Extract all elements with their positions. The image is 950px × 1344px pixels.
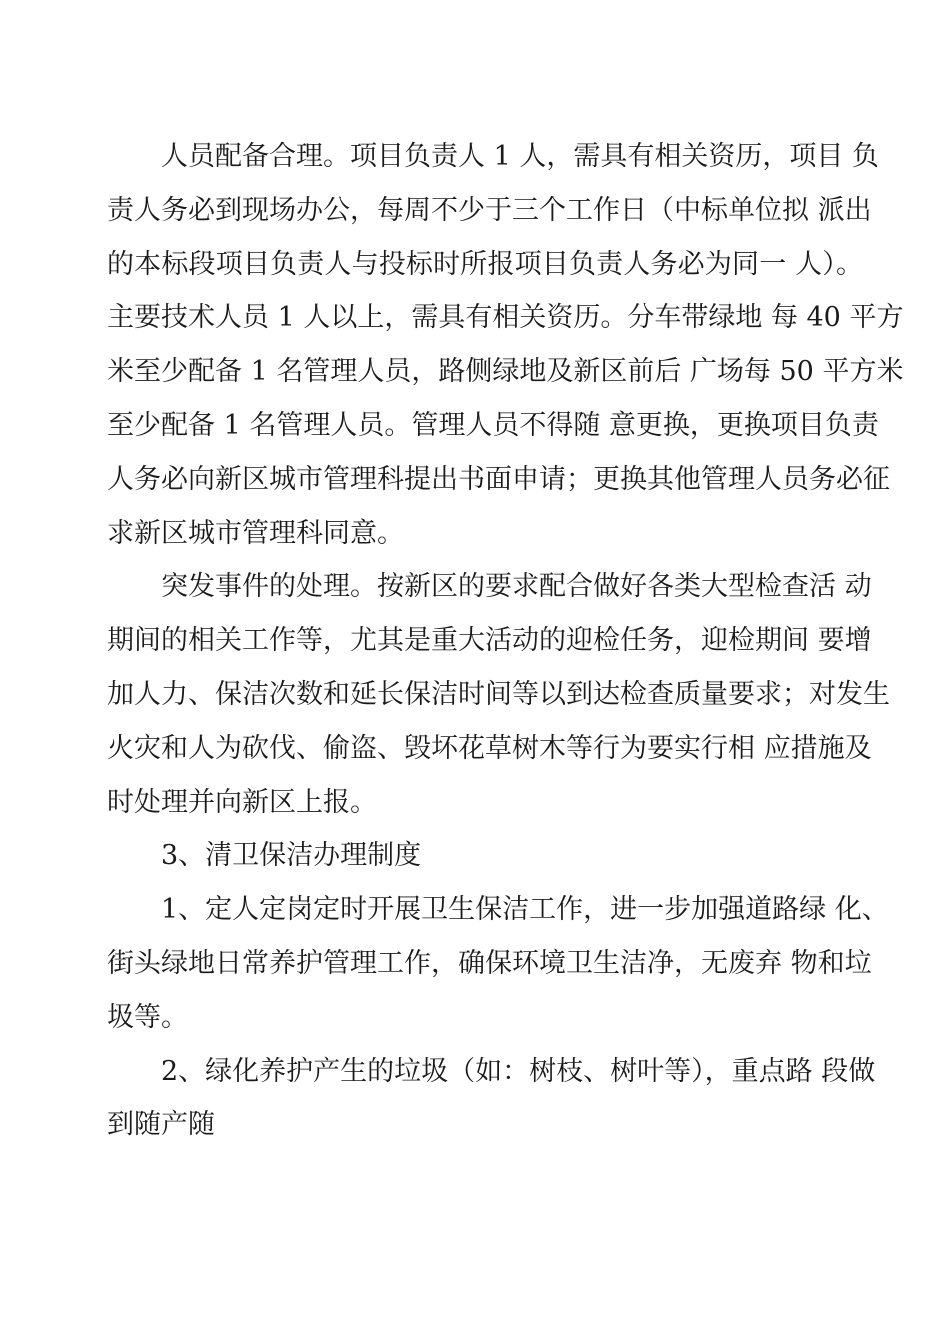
paragraph-1-line-8: 求新区城市管理科同意。	[107, 517, 404, 549]
paragraph-5-line-1: 2、绿化养护产生的垃圾（如：树枝、树叶等），重点路 段做	[161, 1055, 876, 1087]
paragraph-1-line-1: 人员配备合理。项目负责人 1 人，需具有相关资历，项目 负	[161, 141, 879, 172]
paragraph-2-line-3: 加人力、保洁次数和延长保洁时间等以到达检查质量要求；对发生	[107, 678, 890, 710]
paragraph-1-line-6: 至少配备 1 名管理人员。管理人员不得随 意更换，更换项目负责	[107, 409, 879, 441]
paragraph-1-line-5: 米至少配备 1 名管理人员，路侧绿地及新区前后 广场每 50 平方米	[107, 356, 904, 388]
document-body	[107, 130, 904, 1152]
paragraph-2-line-1: 突发事件的处理。按新区的要求配合做好各类大型检查活 动	[161, 571, 872, 603]
paragraph-2-line-2: 期间的相关工作等，尤其是重大活动的迎检任务，迎检期间 要增	[107, 625, 872, 657]
paragraph-1-line-7: 人务必向新区城市管理科提出书面申请；更换其他管理人员务必征	[107, 463, 890, 495]
paragraph-4-line-2: 街头绿地日常养护管理工作，确保环境卫生洁净，无废弃 物和垃	[107, 947, 872, 979]
paragraph-2-line-5: 时处理并向新区上报。	[107, 786, 377, 818]
paragraph-1-line-4: 主要技术人员 1 人以上，需具有相关资历。分车带绿地 每 40 平方	[107, 302, 904, 334]
paragraph-4-line-3: 圾等。	[107, 1001, 188, 1033]
paragraph-5-line-2: 到随产随	[107, 1109, 215, 1141]
paragraph-1-line-2: 责人务必到现场办公，每周不少于三个工作日（中标单位拟 派出	[107, 194, 872, 226]
paragraph-2-line-4: 火灾和人为砍伐、偷盗、毁坏花草树木等行为要实行相 应措施及	[107, 732, 872, 764]
paragraph-1-line-3: 的本标段项目负责人与投标时所报项目负责人务必为同一 人）。	[107, 248, 863, 280]
section-heading: 3、清卫保洁办理制度	[161, 840, 422, 872]
paragraph-4-line-1: 1、定人定岗定时开展卫生保洁工作，进一步加强道路绿 化、	[161, 894, 889, 926]
